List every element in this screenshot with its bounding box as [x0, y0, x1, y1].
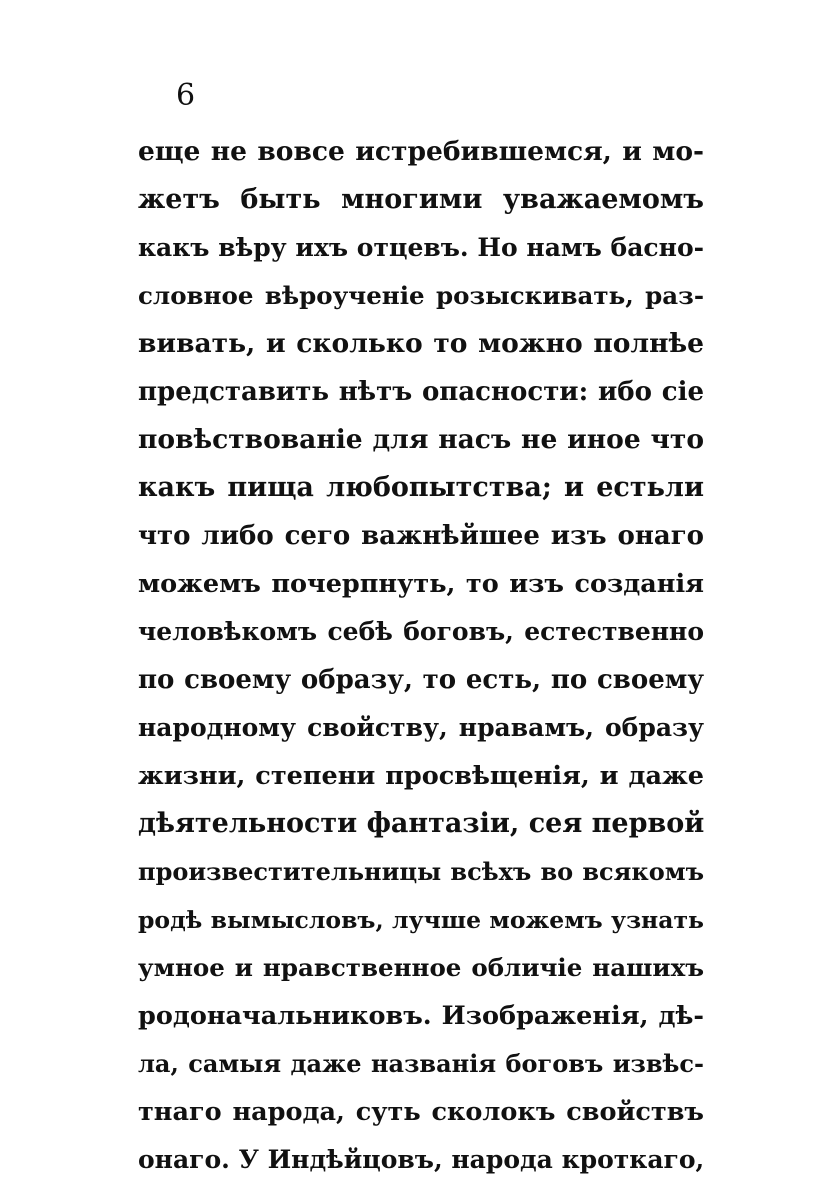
- text-line: родѣ вымысловъ, лучше можемъ узнать: [138, 906, 704, 934]
- text-line: онаго. У Индѣйцовъ, народа кроткаго,: [138, 1145, 704, 1174]
- text-line: какъ вѣру ихъ отцевъ. Но намъ басно-: [138, 233, 704, 262]
- text-line: тнаго народа, суть сколокъ свойствъ: [138, 1097, 704, 1127]
- text-line: что либо сего важнѣйшее изъ онаго: [138, 521, 704, 551]
- text-line: дѣятельности фантазіи, сея первой: [138, 808, 704, 839]
- text-line: умное и нравственное обличіе нашихъ: [138, 953, 704, 982]
- body-text: [138, 128, 704, 1184]
- text-line: еще не вовсе истребившемся, и мо-: [138, 136, 704, 167]
- text-line: вивать, и сколько то можно полнѣе: [138, 328, 704, 359]
- text-line: ла, самыя даже названія боговъ извѣс-: [138, 1049, 704, 1078]
- text-line: народному свойству, нравамъ, образу: [138, 713, 704, 742]
- text-line: по своему образу, то есть, по своему: [138, 665, 704, 695]
- text-line: жизни, степени просвѣщенія, и даже: [138, 761, 704, 791]
- page-number: 6: [176, 78, 196, 113]
- text-line: какъ пища любопытства; и естьли: [138, 472, 704, 503]
- text-line: повѣствованіе для насъ не иное что: [138, 424, 704, 455]
- text-line: произвестительницы всѣхъ во всякомъ: [138, 857, 704, 886]
- text-line: жетъ быть многими уважаемомъ: [138, 184, 704, 215]
- text-line: можемъ почерпнуть, то изъ созданія: [138, 569, 704, 599]
- text-line: родоначальниковъ. Изображенія, дѣ-: [138, 1001, 704, 1031]
- text-line: словное вѣроученіе розыскивать, раз-: [138, 281, 704, 310]
- text-line: человѣкомъ себѣ боговъ, естественно: [138, 617, 704, 646]
- text-line: представить нѣтъ опасности: ибо сіе: [138, 377, 704, 407]
